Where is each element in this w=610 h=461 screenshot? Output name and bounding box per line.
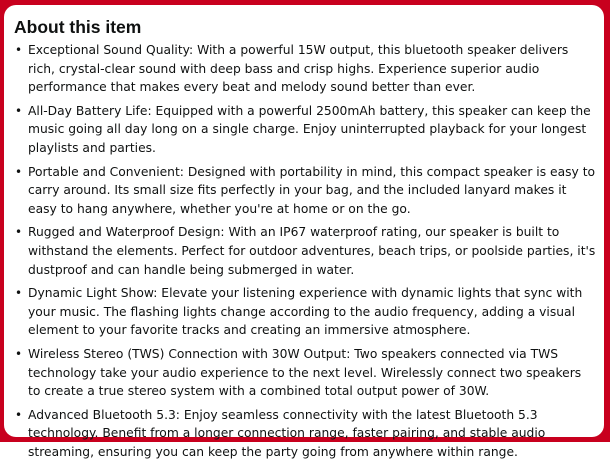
bullet-icon: • xyxy=(15,407,23,422)
list-item-text: Rugged and Waterproof Design: With an IP67 waterproof rating, our speaker is built to withstand the elements. Perfect for outdoor adventures, beach trips, or poolside parties, it's dustproof and can handle being submerged in water. xyxy=(28,225,596,277)
list-item-text: Dynamic Light Show: Elevate your listening experience with dynamic lights that sync with your music. The flashing lights change according to the audio frequency, adding a visual element to your favorite tracks and creating an immersive atmosphere. xyxy=(28,286,583,338)
list-item-text: Portable and Convenient: Designed with portability in mind, this compact speaker is easy to carry around. Its small size fits perfectly in your bag, and the included lanyard makes it easy to hang anywhere, whether you're at home or on the go. xyxy=(28,164,596,216)
about-this-item-panel xyxy=(4,5,604,459)
list-item xyxy=(14,345,596,401)
list-item-text: All-Day Battery Life: Equipped with a powerful 2500mAh battery, this speaker can keep the music going all day long on a single charge. Enjoy uninterrupted playback for your longest playlists and parties. xyxy=(28,103,591,155)
list-item xyxy=(14,102,596,158)
list-item-text: Advanced Bluetooth 5.3: Enjoy seamless connectivity with the latest Bluetooth 5.3 technology. Benefit from a longer connection range, faster pairing, and stable audio streaming, ensuring you can keep the party going from anywhere within range. xyxy=(28,407,546,459)
section-title: About this item xyxy=(14,17,142,37)
bullet-icon: • xyxy=(15,225,23,240)
list-item-text: Exceptional Sound Quality: With a powerful 15W output, this bluetooth speaker delivers rich, crystal-clear sound with deep bass and crisp highs. Experience superior audio performance that makes every beat and melody sound better than ever. xyxy=(28,43,569,95)
bullet-icon: • xyxy=(15,286,23,301)
list-item-text: Wireless Stereo (TWS) Connection with 30W Output: Two speakers connected via TWS technology take your audio experience to the next level. Wirelessly connect two speakers to create a true stereo system with a combined total output power of 30W. xyxy=(28,346,582,399)
bullet-icon: • xyxy=(15,103,23,118)
bullet-icon: • xyxy=(15,43,23,57)
list-item xyxy=(14,284,596,340)
bullet-icon: • xyxy=(15,164,23,179)
list-item xyxy=(14,163,596,219)
bullet-icon: • xyxy=(15,346,23,361)
list-item xyxy=(14,41,596,97)
feature-list xyxy=(14,41,596,461)
list-item xyxy=(14,406,596,461)
list-item xyxy=(14,223,596,279)
